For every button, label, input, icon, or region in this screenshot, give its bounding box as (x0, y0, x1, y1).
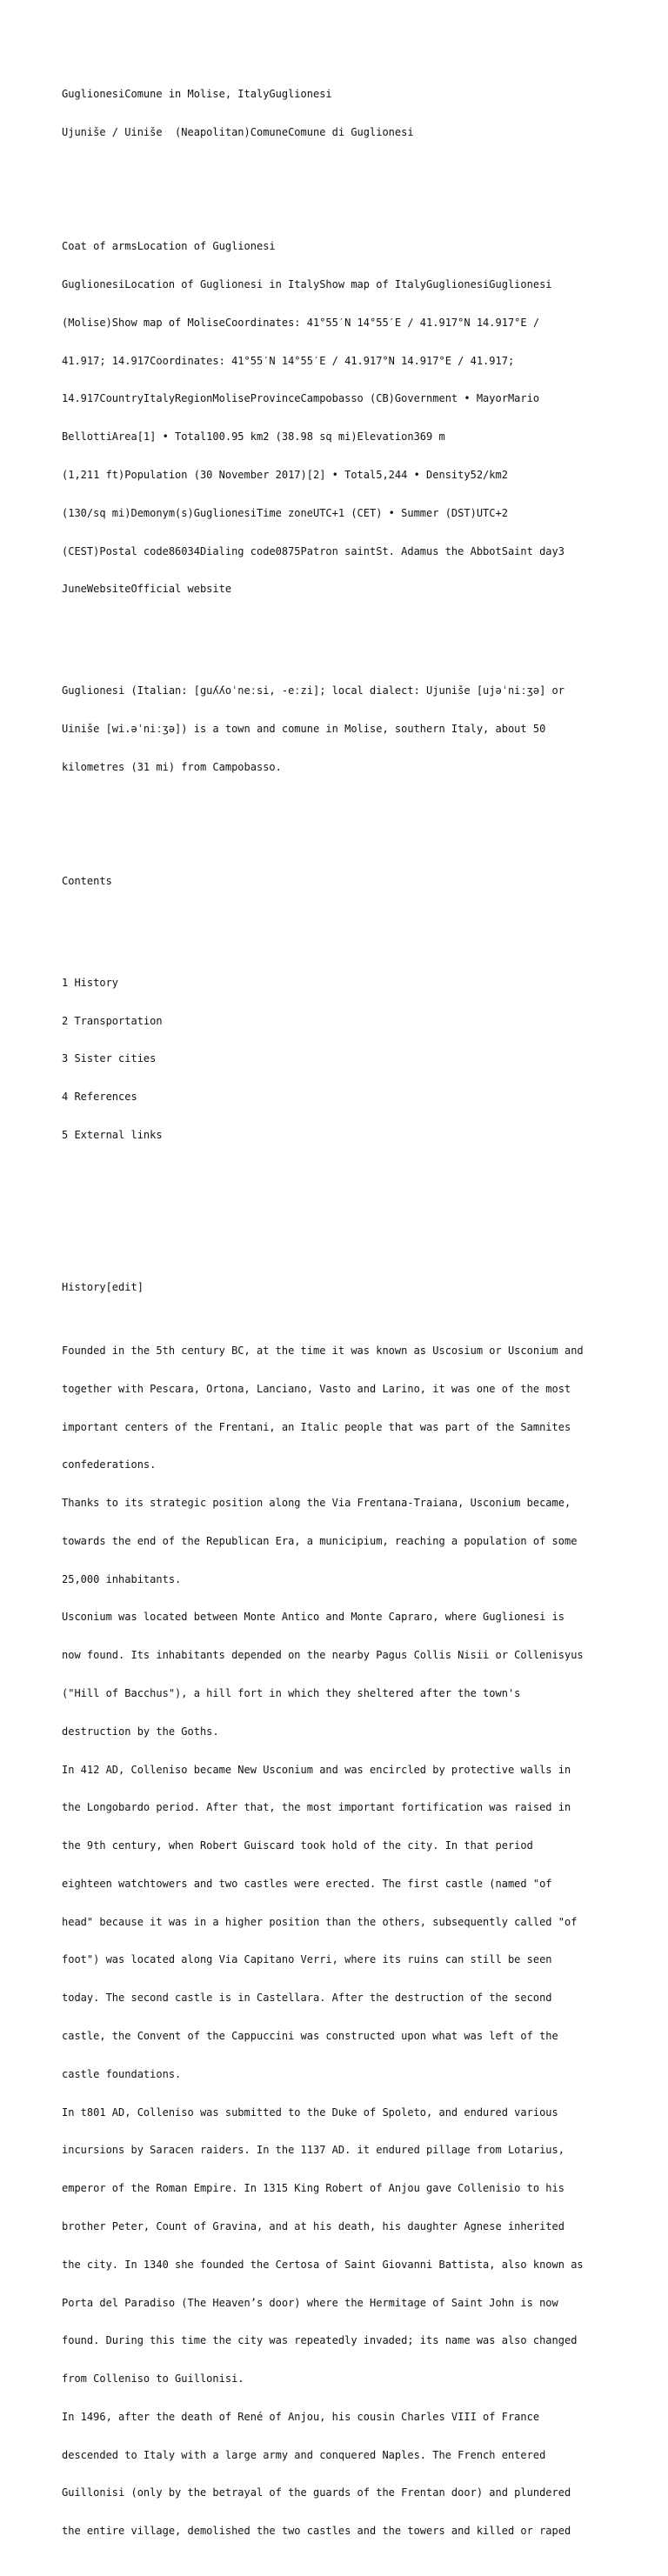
intro-line: Uiniše [wi.əˈniːʒə]) is a town and comune in Molise, southern Italy, about 50 (62, 722, 546, 735)
history-line: castle foundations. (62, 2067, 182, 2080)
history-line: In 1496, after the death of René of Anjou, his cousin Charles VIII of France (62, 2410, 540, 2423)
history-line: In 412 AD, Colleniso became New Usconium and was encircled by protective walls in (62, 1763, 571, 1776)
history-line: destruction by the Goths. (62, 1725, 219, 1738)
infobox-line: (1,211 ft)Population (30 November 2017)[2] • Total5,244 • Density52/km2 (62, 469, 508, 481)
history-heading: History[edit] (62, 1281, 144, 1293)
history-line: eighteen watchtowers and two castles were erected. The first castle (named "of (62, 1877, 552, 1890)
history-line: incursions by Saracen raiders. In the 1137 AD. it endured pillage from Lotarius, (62, 2144, 564, 2157)
spacer (62, 1192, 627, 1205)
history-line: important centers of the Frentani, an Italic people that was part of the Samnites (62, 1420, 571, 1433)
history-line: ("Hill of Bacchus"), a hill fort in which they sheltered after the town's (62, 1687, 521, 1699)
infobox-line: GuglionesiLocation of Guglionesi in ItalyShow map of ItalyGuglionesiGuglionesi (62, 278, 552, 291)
history-line: the city. In 1340 she founded the Certosa of Saint Giovanni Battista, also known as (62, 2258, 584, 2271)
history-line: now found. Its inhabitants depended on the nearby Pagus Collis Nisii or Collenisyus (62, 1649, 584, 1662)
spacer (62, 164, 627, 177)
infobox-line: JuneWebsiteOfficial website (62, 583, 232, 596)
history-line: foot") was located along Via Capitano Verri, where its ruins can still be seen (62, 1953, 552, 1966)
document-body (62, 63, 627, 2576)
infobox-line: BellottiArea[1] • Total100.95 km2 (38.98 sq mi)Elevation369 m (62, 430, 445, 444)
contents-item-references[interactable]: 4 References (62, 1091, 137, 1104)
infobox-line: (130/sq mi)Demonym(s)GuglionesiTime zoneUTC+1 (CET) • Summer (DST)UTC+2 (62, 506, 508, 519)
contents-list (62, 951, 627, 1167)
contents-item-external-links[interactable]: 5 External links (62, 1128, 163, 1141)
history-line: Thanks to its strategic position along the Via Frentana-Traiana, Usconium became, (62, 1497, 571, 1510)
infobox-line: (Molise)Show map of MoliseCoordinates: 41°55′N 14°55′E / 41.917°N 14.917°E / (62, 316, 540, 329)
history-section (62, 1319, 627, 2563)
spacer (62, 824, 627, 838)
history-line: brother Peter, Count of Gravina, and at his death, his daughter Agnese inherited (62, 2219, 564, 2232)
intro-line: Guglionesi (Italian: [guʎʎoˈneːsi, -eːzi]; local dialect: Ujuniše [ujəˈniːʒə] or (62, 684, 564, 697)
spacer (62, 913, 627, 926)
history-line: Usconium was located between Monte Antico and Monte Capraro, where Guglionesi is (62, 1611, 564, 1624)
history-line: the entire village, demolished the two castles and the towers and killed or raped (62, 2525, 571, 2538)
history-line: Porta del Paradiso (The Heaven’s door) where the Hermitage of Saint John is now (62, 2296, 558, 2309)
header-line-2: Ujuniše / Uiniše (Neapolitan)ComuneComune di Guglionesi (62, 125, 414, 138)
history-line: emperor of the Roman Empire. In 1315 King Robert of Anjou gave Collenisio to his (62, 2182, 564, 2195)
history-line: found. During this time the city was repeatedly invaded; its name was also changed (62, 2334, 578, 2347)
infobox-text (62, 215, 627, 621)
intro-paragraph (62, 659, 627, 799)
history-line: together with Pescara, Ortona, Lanciano, Vasto and Larino, it was one of the most (62, 1382, 571, 1395)
history-line: confederations. (62, 1458, 157, 1472)
history-line: In t801 AD, Colleniso was submitted to the Duke of Spoleto, and endured various (62, 2106, 558, 2119)
intro-line: kilometres (31 mi) from Campobasso. (62, 760, 282, 773)
infobox-line: Coat of armsLocation of Guglionesi (62, 240, 276, 253)
history-line: castle, the Convent of the Cappuccini was constructed upon what was left of the (62, 2030, 558, 2043)
history-line: Guillonisi (only by the betrayal of the guards of the Frentan door) and plundered (62, 2486, 571, 2499)
contents-heading: Contents (62, 875, 112, 887)
history-line: today. The second castle is in Castellara. After the destruction of the second (62, 1992, 552, 2005)
contents-item-transportation[interactable]: 2 Transportation (62, 1014, 163, 1027)
history-line: from Colleniso to Guillonisi. (62, 2372, 244, 2386)
history-line: head" because it was in a higher position than the others, subsequently called "of (62, 1915, 578, 1928)
spacer (62, 1231, 627, 1244)
infobox-line: 14.917CountryItalyRegionMoliseProvinceCampobasso (CB)Government • MayorMario (62, 392, 540, 405)
history-line: descended to Italy with a large army and conquered Naples. The French entered (62, 2448, 546, 2461)
infobox-line: (CEST)Postal code86034Dialing code0875Patron saintSt. Adamus the AbbotSaint day3 (62, 544, 564, 557)
contents-item-history[interactable]: 1 History (62, 976, 119, 989)
history-line: Founded in the 5th century BC, at the time it was known as Uscosium or Usconium and (62, 1344, 584, 1357)
infobox-line: 41.917; 14.917Coordinates: 41°55′N 14°55′E / 41.917°N 14.917°E / 41.917; (62, 354, 515, 367)
history-line: 25,000 inhabitants. (62, 1572, 182, 1585)
header-line-1: GuglionesiComune in Molise, ItalyGuglionesi (62, 88, 332, 101)
history-line: towards the end of the Republican Era, a municipium, reaching a population of some (62, 1534, 578, 1547)
contents-item-sister-cities[interactable]: 3 Sister cities (62, 1052, 157, 1065)
history-line: the Longobardo period. After that, the most important fortification was raised in (62, 1801, 571, 1814)
history-line: the 9th century, when Robert Guiscard took hold of the city. In that period (62, 1839, 533, 1852)
